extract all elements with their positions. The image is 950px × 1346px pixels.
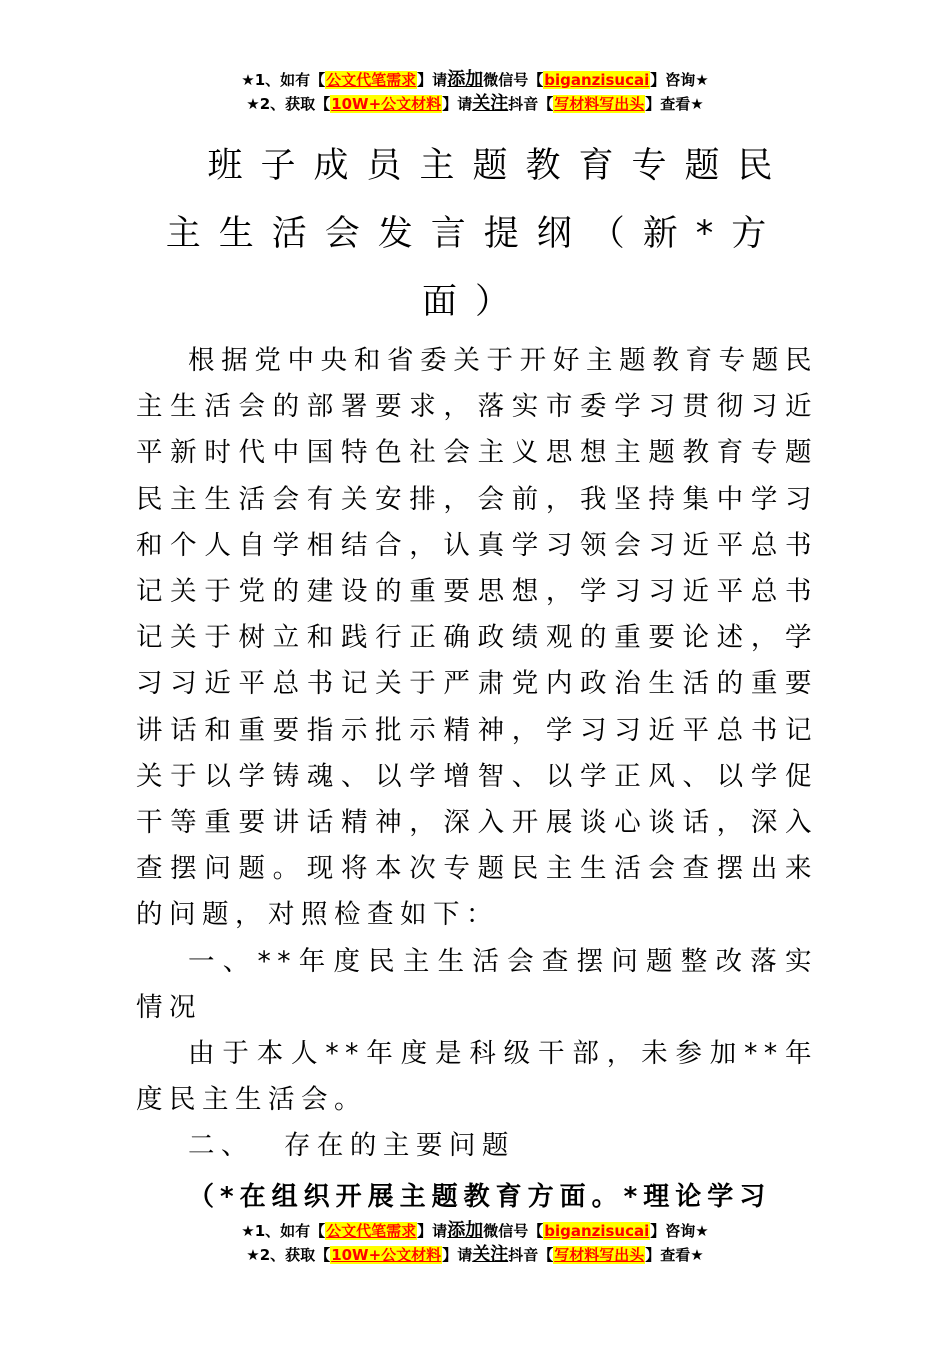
document-title [0, 132, 950, 336]
banner-emphasis: 关注 [472, 1244, 509, 1265]
banner-text: ★2、获取【 [246, 95, 331, 113]
banner-text: 微信号【 [483, 1222, 544, 1240]
subsection-heading: （*在组织开展主题教育方面。*理论学习 [188, 1182, 772, 1212]
banner-text: 】咨询★ [650, 71, 709, 89]
title-line-2: 主生活会发言提纲（新*方 [165, 214, 785, 254]
banner-emphasis: 添加 [447, 69, 484, 90]
section-heading-1: 一、**年度民主生活会查摆问题整改落实情况 [136, 945, 818, 1023]
banner-text: 】请 [442, 95, 473, 113]
banner-highlight: biganzisucai [544, 71, 650, 89]
paragraph-intro: 根据党中央和省委关于开好主题教育专题民主生活会的部署要求，落实市委学习贯彻习近平新时代中国特色社会主义思想主题教育专题民主生活会有关安排，会前，我坚持集中学习和个人自学相结合，认真学习领会习近平总书记关于党的建设的重要思想，学习习近平总书记关于树立和践行正确政绩观的重要论述，学习习近平总书记关于严肃党内政治生活的重要讲话和重要指示批示精神，学习习近平总书记关于以学铸魂、以学增智、以学正风、以学促干等重要讲话精神，深入开展谈心谈话，深入查摆问题。现将本次专题民主生活会查摆出来的问题，对照检查如下： [136, 345, 818, 931]
section-heading-2: 二、 存在的主要问题 [188, 1130, 515, 1162]
banner-highlight: 10W+公文材料 [331, 1246, 442, 1264]
banner-highlight: 写材料写出头 [554, 95, 645, 113]
banner-text: 微信号【 [483, 71, 544, 89]
banner-text: ★1、如有【 [241, 1222, 326, 1240]
banner-emphasis: 添加 [447, 1220, 484, 1241]
banner-line-1 [0, 1219, 950, 1243]
banner-text: ★1、如有【 [241, 71, 326, 89]
banner-line-2 [0, 92, 950, 116]
banner-text: 抖音【 [508, 95, 554, 113]
banner-text: 】请 [417, 71, 448, 89]
banner-text: ★2、获取【 [246, 1246, 331, 1264]
banner-text: 】请 [442, 1246, 473, 1264]
banner-text: 】查看★ [645, 1246, 704, 1264]
top-banner [0, 68, 950, 116]
banner-text: 】咨询★ [650, 1222, 709, 1240]
title-line-1: 班子成员主题教育专题民 [207, 146, 791, 186]
banner-highlight: biganzisucai [544, 1222, 650, 1240]
banner-highlight: 公文代笔需求 [326, 71, 417, 89]
banner-highlight: 公文代笔需求 [326, 1222, 417, 1240]
banner-highlight: 10W+公文材料 [331, 95, 442, 113]
banner-highlight: 写材料写出头 [554, 1246, 645, 1264]
bottom-banner [0, 1219, 950, 1267]
banner-text: 抖音【 [508, 1246, 554, 1264]
banner-line-2 [0, 1243, 950, 1267]
document-body [136, 338, 818, 1170]
banner-line-1 [0, 68, 950, 92]
title-line-3: 面） [421, 282, 528, 322]
banner-text: 】查看★ [645, 95, 704, 113]
banner-emphasis: 关注 [472, 93, 509, 114]
paragraph-section-1: 由于本人**年度是科级干部，未参加**年度民主生活会。 [136, 1038, 818, 1116]
banner-text: 】请 [417, 1222, 448, 1240]
